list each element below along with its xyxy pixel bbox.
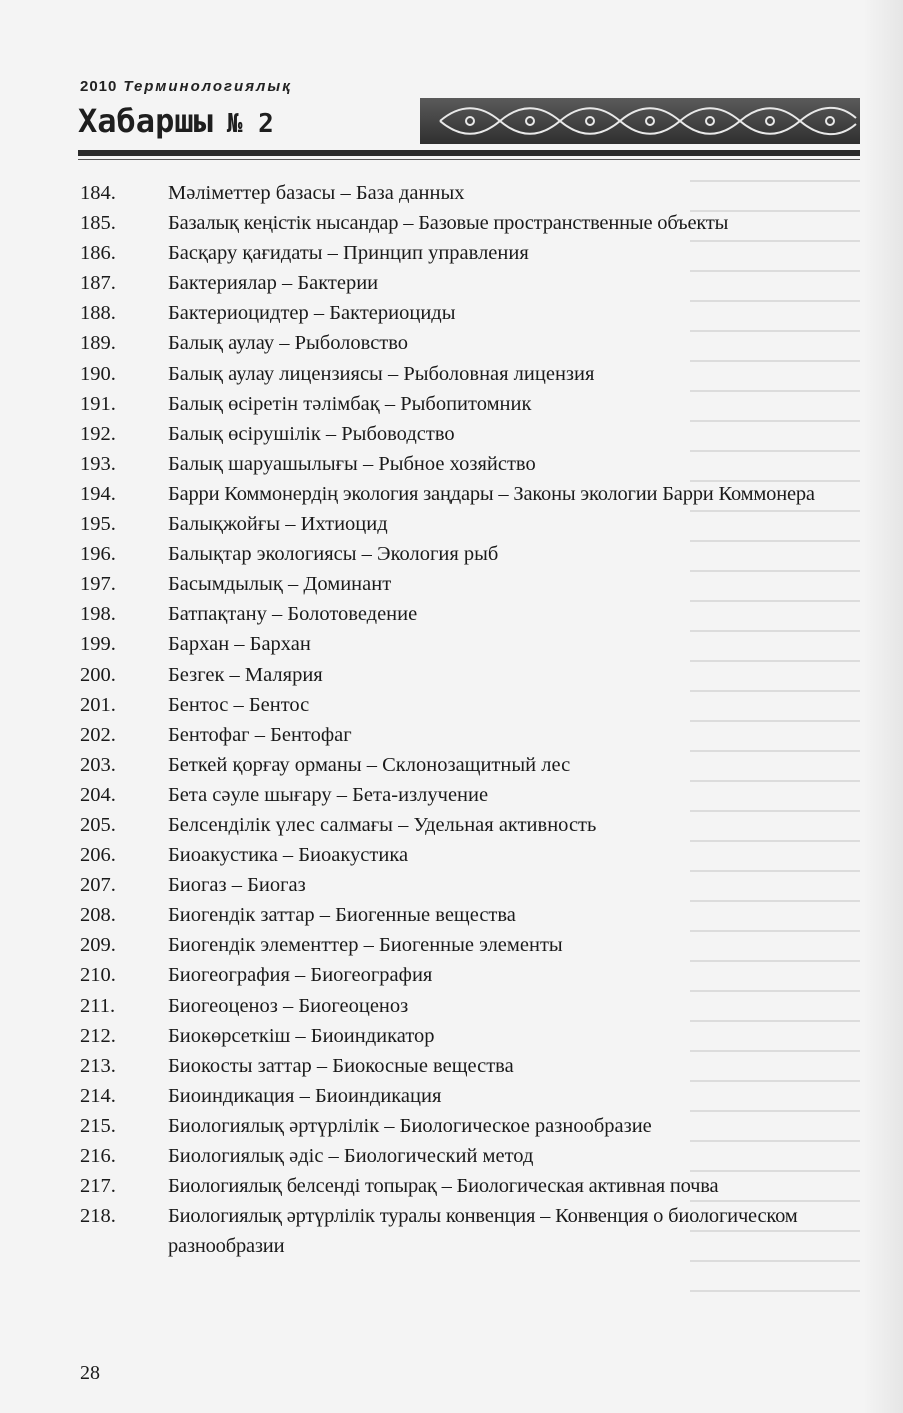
entry-number: 190. xyxy=(80,362,116,385)
entry-text: Бактериоцидтер – Бактериоциды xyxy=(168,302,456,325)
header-title-line xyxy=(78,102,274,140)
entry-text: Биогаз – Биогаз xyxy=(168,874,306,897)
entry-number: 207. xyxy=(80,874,116,897)
entry-number: 199. xyxy=(80,633,116,656)
entry-text: Биологиялық әдіс – Биологический метод xyxy=(168,1145,534,1167)
entry-number: 194. xyxy=(80,482,116,505)
entry-number: 200. xyxy=(80,663,116,686)
entry-text: Биологиялық белсенді топырақ – Биологическая активная почва xyxy=(168,1175,719,1198)
entry-number: 204. xyxy=(80,783,116,806)
glossary-entry xyxy=(80,449,862,479)
entry-text: Биокосты заттар – Биокосные вещества xyxy=(168,1054,514,1077)
glossary-entry xyxy=(80,268,862,298)
glossary-entry xyxy=(80,930,862,960)
entry-text: Балық аулау – Рыболовство xyxy=(168,332,409,355)
entry-text: Бета сәуле шығару – Бета-излучение xyxy=(168,783,489,806)
glossary-list xyxy=(80,178,862,1261)
entry-number: 193. xyxy=(80,452,116,475)
entry-number: 202. xyxy=(80,723,116,746)
ornament-band xyxy=(420,98,860,144)
running-header xyxy=(78,72,860,162)
entry-text: Беткей қорғау орманы – Склонозащитный лес xyxy=(168,753,571,776)
entry-number: 189. xyxy=(80,332,116,355)
header-rule-thick xyxy=(78,150,860,156)
entry-number: 192. xyxy=(80,422,116,445)
glossary-entry xyxy=(80,960,862,990)
entry-text: Биоакустика – Биоакустика xyxy=(168,844,409,867)
glossary-entry xyxy=(80,720,862,750)
glossary-entry xyxy=(80,419,862,449)
entry-text: Биогендік заттар – Биогенные вещества xyxy=(168,904,516,927)
header-title: Хабаршы xyxy=(78,102,213,140)
entry-text: Балық өсірушілік – Рыбоводство xyxy=(168,422,455,445)
entry-text: Балық өсіретін тәлімбақ – Рыбопитомник xyxy=(168,392,532,415)
entry-text: Базалық кеңістік нысандар – Базовые пространственные объекты xyxy=(168,212,729,235)
entry-text: Биокөрсеткіш – Биоиндикатор xyxy=(168,1024,435,1047)
glossary-entry xyxy=(80,298,862,328)
entry-text: Балық шаруашылығы – Рыбное хозяйство xyxy=(168,452,536,475)
glossary-entry xyxy=(80,991,862,1021)
glossary-entry xyxy=(80,1141,862,1171)
glossary-entry xyxy=(80,660,862,690)
entry-text: Биогеоценоз – Биогеоценоз xyxy=(168,994,409,1017)
glossary-entry xyxy=(80,629,862,659)
glossary-entry xyxy=(80,690,862,720)
header-issue: № 2 xyxy=(226,109,274,139)
header-rule-thin xyxy=(78,159,860,160)
glossary-entry xyxy=(80,840,862,870)
glossary-entry xyxy=(80,870,862,900)
entry-number: 216. xyxy=(80,1145,116,1167)
entry-number: 191. xyxy=(80,392,116,415)
page-edge-shadow xyxy=(863,0,903,1413)
entry-text: Биологиялық әртүрлілік – Биологическое разнообразие xyxy=(168,1114,652,1137)
entry-text: Безгек – Малярия xyxy=(168,663,323,686)
entry-number: 188. xyxy=(80,302,116,325)
ornament-pattern-icon xyxy=(420,98,860,144)
glossary-entry xyxy=(80,178,862,208)
entry-text: Басқару қағидаты – Принцип управления xyxy=(168,242,529,265)
header-series: Терминологиялық xyxy=(123,78,292,95)
glossary-entry xyxy=(80,750,862,780)
entry-text: Барри Коммонердің экология заңдары – Законы экологии Барри Коммонера xyxy=(168,482,815,505)
entry-number: 211. xyxy=(80,994,116,1017)
glossary-entry xyxy=(80,208,862,238)
entry-number: 208. xyxy=(80,904,116,927)
glossary-entry xyxy=(80,599,862,629)
entry-number: 206. xyxy=(80,844,116,867)
glossary-entry xyxy=(80,780,862,810)
glossary-entry xyxy=(80,1201,862,1261)
entry-text: Балықтар экологиясы – Экология рыб xyxy=(168,543,499,566)
entry-number: 197. xyxy=(80,573,116,596)
glossary-entry xyxy=(80,479,862,509)
header-year: 2010 xyxy=(80,78,118,95)
glossary-entry xyxy=(80,238,862,268)
glossary-entry xyxy=(80,569,862,599)
glossary-entry xyxy=(80,810,862,840)
entry-number: 201. xyxy=(80,693,116,716)
entry-number: 196. xyxy=(80,543,116,566)
entry-text: Бентофаг – Бентофаг xyxy=(168,723,352,746)
entry-text: Бентос – Бентос xyxy=(168,693,310,716)
entry-text: Биологиялық әртүрлілік туралы конвенция – Конвенция о биологическом разнообразии xyxy=(168,1205,798,1258)
glossary-entry xyxy=(80,1081,862,1111)
glossary-entry xyxy=(80,389,862,419)
glossary-entry xyxy=(80,539,862,569)
glossary-entry xyxy=(80,328,862,358)
glossary-entry xyxy=(80,509,862,539)
entry-number: 212. xyxy=(80,1024,116,1047)
entry-text: Бактериялар – Бактерии xyxy=(168,272,379,295)
entry-number: 215. xyxy=(80,1114,116,1137)
entry-text: Бархан – Бархан xyxy=(168,633,311,656)
entry-text: Балық аулау лицензиясы – Рыболовная лицензия xyxy=(168,362,595,385)
entry-text: Биоиндикация – Биоиндикация xyxy=(168,1084,442,1107)
entry-number: 218. xyxy=(80,1205,116,1228)
entry-text: Мәліметтер базасы – База данных xyxy=(168,182,465,204)
glossary-entry xyxy=(80,1171,862,1201)
glossary-entry xyxy=(80,359,862,389)
entry-text: Белсенділік үлес салмағы – Удельная активность xyxy=(168,813,597,836)
entry-number: 186. xyxy=(80,242,116,265)
entry-text: Батпақтану – Болотоведение xyxy=(168,603,418,626)
entry-number: 198. xyxy=(80,603,116,626)
entry-text: Балықжойғы – Ихтиоцид xyxy=(168,513,388,536)
entry-number: 184. xyxy=(80,182,116,204)
entry-number: 209. xyxy=(80,934,116,957)
entry-number: 195. xyxy=(80,513,116,536)
glossary-entry xyxy=(80,1051,862,1081)
entry-number: 185. xyxy=(80,212,116,235)
glossary-entry xyxy=(80,1111,862,1141)
glossary-entry xyxy=(80,1021,862,1051)
entry-number: 217. xyxy=(80,1175,116,1198)
entry-number: 203. xyxy=(80,753,116,776)
entry-number: 210. xyxy=(80,964,116,987)
page-number: 28 xyxy=(80,1362,100,1384)
entry-text: Биогендік элементтер – Биогенные элементы xyxy=(168,934,563,957)
entry-text: Биогеография – Биогеография xyxy=(168,964,433,987)
entry-text: Басымдылық – Доминант xyxy=(168,573,392,596)
entry-number: 213. xyxy=(80,1054,116,1077)
entry-number: 205. xyxy=(80,813,116,836)
entry-number: 187. xyxy=(80,272,116,295)
entry-number: 214. xyxy=(80,1084,116,1107)
header-series-line xyxy=(80,78,292,95)
glossary-entry xyxy=(80,900,862,930)
